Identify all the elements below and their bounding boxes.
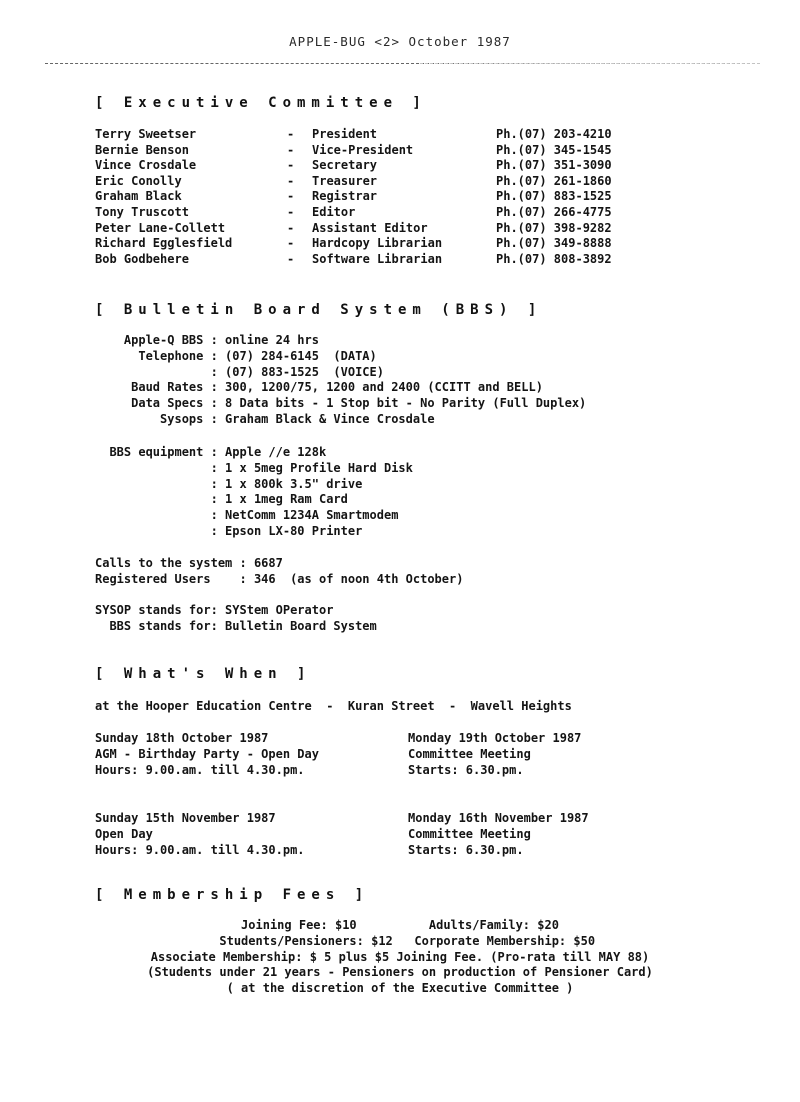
bbs-lines-line: Telephone : (07) 284-6145 (DATA) [95,348,377,363]
member-name: Terry Sweetser [95,127,197,141]
event-right-line: Committee Meeting [408,826,531,841]
member-phone: Ph.(07) 266-4775 [496,205,612,219]
member-dash: - [287,205,295,219]
member-name: Vince Crosdale [95,158,197,173]
member-name: Bernie Benson [95,142,189,157]
whens-location: at the Hooper Education Centre - Kuran Street - Wavell Heights [95,699,572,713]
member-phone: Ph.(07) 351-3090 [496,158,612,173]
bbs-lines-line: : (07) 883-1525 (VOICE) [95,364,384,379]
event-right-line: Starts: 6.30.pm. [408,762,524,777]
member-dash: - [287,189,295,204]
fee-line: (Students under 21 years - Pensioners on production of Pensioner Card) [147,965,653,980]
member-name: Graham Black [95,189,182,204]
member-role: Treasurer [312,173,378,188]
event-right-line: Committee Meeting [408,746,531,761]
member-dash: - [287,173,295,188]
bbs-lines-line: Sysops : Graham Black & Vince Crosdale [95,412,435,426]
bbs-equipment-line: : NetComm 1234A Smartmodem [95,508,399,523]
member-role: Secretary [312,158,378,173]
member-role: President [312,127,378,141]
event-left-line: Sunday 15th November 1987 [95,811,276,825]
bbs-equipment-line: : 1 x 800k 3.5" drive [95,476,363,491]
fee-line: Joining Fee: $10 Adults/Family: $20 [241,918,559,932]
bbs-acronyms-line: BBS stands for: Bulletin Board System [95,618,377,633]
member-role: Software Librarian [312,251,443,266]
whens-heading: [ What's When ] [95,666,312,682]
bbs-equipment-line: : 1 x 5meg Profile Hard Disk [95,460,413,475]
bbs-heading: [ Bulletin Board System (BBS) ] [95,302,543,318]
exec-heading: [ Executive Committee ] [95,95,427,111]
fee-line: ( at the discretion of the Executive Committee ) [226,981,574,996]
fee-line: Associate Membership: $ 5 plus $5 Joining Fee. (Pro-rata till MAY 88) [150,949,650,964]
header-rule-faded [420,63,760,64]
bbs-equipment-line: : Epson LX-80 Printer [95,524,363,538]
bbs-lines-line: Data Specs : 8 Data bits - 1 Stop bit - No Parity (Full Duplex) [95,396,587,411]
member-dash: - [287,142,295,157]
member-phone: Ph.(07) 345-1545 [496,142,612,157]
bbs-acronyms-line: SYSOP stands for: SYStem OPerator [95,603,334,617]
bbs-stats-line: Calls to the system : 6687 [95,556,283,570]
member-name: Eric Conolly [95,173,182,188]
event-right-line: Monday 16th November 1987 [408,811,589,825]
page-header: APPLE-BUG <2> October 1987 [289,34,511,49]
member-role: Vice-President [312,142,414,157]
member-role: Hardcopy Librarian [312,236,443,251]
member-name: Richard Egglesfield [95,236,233,251]
member-phone: Ph.(07) 349-8888 [496,236,612,251]
member-dash: - [287,220,295,235]
bbs-lines-line: Apple-Q BBS : online 24 hrs [95,333,319,347]
member-role: Registrar [312,189,378,204]
bbs-stats-line: Registered Users : 346 (as of noon 4th October) [95,571,464,586]
event-right-line: Starts: 6.30.pm. [408,842,524,857]
member-phone: Ph.(07) 261-1860 [496,173,612,188]
member-name: Bob Godbehere [95,251,189,266]
member-role: Assistant Editor [312,220,428,235]
event-left-line: Open Day [95,826,153,841]
member-dash: - [287,127,295,141]
bbs-lines-line: Baud Rates : 300, 1200/75, 1200 and 2400 (CCITT and BELL) [95,380,543,395]
event-left-line: Hours: 9.00.am. till 4.30.pm. [95,762,305,777]
event-left-line: Hours: 9.00.am. till 4.30.pm. [95,842,305,857]
bbs-equipment-line: : 1 x 1meg Ram Card [95,492,348,507]
member-phone: Ph.(07) 808-3892 [496,251,612,266]
bbs-equipment-line: BBS equipment : Apple //e 128k [95,445,327,459]
member-phone: Ph.(07) 398-9282 [496,220,612,235]
event-left-line: AGM - Birthday Party - Open Day [95,746,319,761]
event-right-line: Monday 19th October 1987 [408,731,582,745]
member-phone: Ph.(07) 883-1525 [496,189,612,204]
member-name: Peter Lane-Collett [95,220,226,235]
member-dash: - [287,158,295,173]
member-dash: - [287,236,295,251]
member-role: Editor [312,205,356,219]
member-name: Tony Truscott [95,205,189,219]
event-left-line: Sunday 18th October 1987 [95,731,269,745]
member-dash: - [287,251,295,266]
fee-line: Students/Pensioners: $12 Corporate Membership: $50 [204,933,596,948]
fees-heading: [ Membership Fees ] [95,887,370,903]
member-phone: Ph.(07) 203-4210 [496,127,612,141]
